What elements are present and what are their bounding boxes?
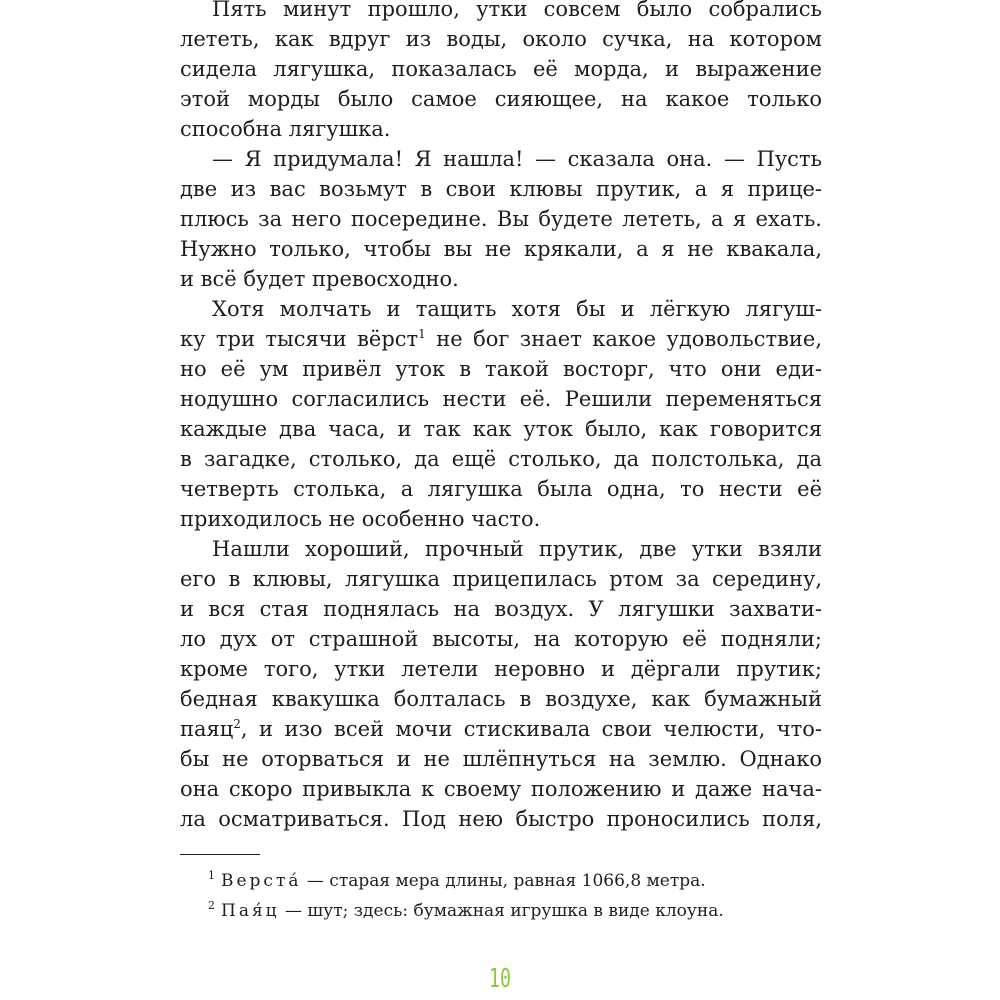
- text-line: его в клювы, лягушка прицепилась ртом за середину,: [180, 567, 822, 591]
- footnote-text: — шут; здесь: бумажная игрушка в виде клоуна.: [285, 901, 724, 921]
- text-line: ло дух от страшной высоты, на которую её подняли;: [180, 627, 822, 651]
- footnote-term: Верста́: [221, 871, 302, 891]
- text-line: плюсь за него посередине. Вы будете лететь, а я ехать.: [180, 207, 822, 231]
- footnote-mark: 1: [208, 869, 215, 882]
- text-fragment: паяц: [180, 717, 234, 741]
- text-line: нодушно согласились нести её. Решили переменяться: [180, 387, 822, 411]
- text-fragment: не бог знает какое удовольствие,: [425, 327, 822, 351]
- text-line: она скоро привыкла к своему положению и даже нача-: [180, 777, 822, 801]
- footnote: [208, 866, 822, 896]
- footnote-text: — старая мера длины, равная 1066,8 метра.: [306, 871, 706, 891]
- footnote-mark: 2: [208, 899, 215, 912]
- text-line: ла осматриваться. Под нею быстро проносились поля,: [180, 807, 822, 831]
- text-line: — Я придумала! Я нашла! — сказала она. — Пусть: [212, 147, 822, 171]
- footnote-ref: 2: [233, 717, 241, 731]
- text-line: [180, 324, 822, 354]
- text-line: две из вас возьмут в свои клювы прутик, а я прице-: [180, 177, 822, 201]
- text-line: но её ум привёл уток в такой восторг, что они еди-: [180, 357, 822, 381]
- footnote-divider: [180, 854, 260, 855]
- text-line: в загадке, столько, да ещё столько, да полстолька, да: [180, 447, 822, 471]
- text-line: Пять минут прошло, утки совсем было собрались: [212, 0, 822, 21]
- text-line: Нашли хороший, прочный прутик, две утки взяли: [212, 537, 822, 561]
- text-line: каждые два часа, и так как уток было, как говорится: [180, 417, 822, 441]
- body-text: [180, 0, 822, 834]
- footnote: [208, 896, 822, 926]
- text-line: Хотя молчать и тащить хотя бы и лёгкую лягуш-: [212, 297, 822, 321]
- page-number: 10: [489, 964, 511, 994]
- text-line: бы не оторваться и не шлёпнуться на землю. Однако: [180, 747, 822, 771]
- text-line: этой морды было самое сияющее, на какое только: [180, 87, 822, 111]
- text-line: приходилось не особенно часто.: [180, 507, 541, 531]
- text-line: Нужно только, чтобы вы не крякали, а я не квакала,: [180, 237, 822, 261]
- text-line: и вся стая поднялась на воздух. У лягушки захвати-: [180, 597, 822, 621]
- text-fragment: ку три тысячи вёрст: [180, 327, 419, 351]
- text-line: [180, 714, 822, 744]
- footnotes: [208, 866, 822, 926]
- text-line: кроме того, утки летели неровно и дёргали прутик;: [180, 657, 822, 681]
- text-line: сидела лягушка, показалась её морда, и выражение: [180, 57, 822, 81]
- footnote-term: Пая́ц: [221, 901, 280, 921]
- text-fragment: , и изо всей мочи стискивала свои челюсти, что-: [240, 717, 822, 741]
- text-line: и всё будет превосходно.: [180, 267, 459, 291]
- text-line: четверть столька, а лягушка была одна, то нести её: [180, 477, 822, 501]
- footnote-ref: 1: [418, 327, 426, 341]
- text-line: способна лягушка.: [180, 117, 391, 141]
- text-line: лететь, как вдруг из воды, около сучка, на котором: [180, 27, 822, 51]
- text-line: бедная квакушка болталась в воздухе, как бумажный: [180, 687, 822, 711]
